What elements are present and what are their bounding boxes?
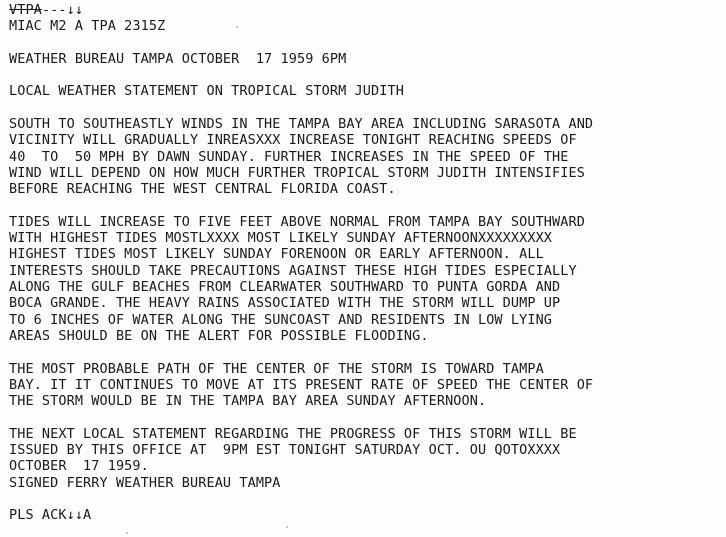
bureau-date-line: WEATHER BUREAU TAMPA OCTOBER 17 1959 6PM — [9, 50, 347, 67]
text-line: TIDES WILL INCREASE TO FIVE FEET ABOVE NORMAL FROM TAMPA BAY SOUTHWARD — [9, 213, 585, 230]
text-line: TO 6 INCHES OF WATER ALONG THE SUNCOAST AND RESIDENTS IN LOW LYING — [9, 311, 553, 328]
blank-line — [9, 198, 721, 214]
scan-speck — [126, 532, 128, 534]
statement-title: LOCAL WEATHER STATEMENT ON TROPICAL STORM JUDITH — [9, 83, 404, 100]
signature-line: SIGNED FERRY WEATHER BUREAU TAMPA — [9, 474, 281, 491]
text-line: VICINITY WILL GRADUALLY INREASXXX INCREASE TONIGHT REACHING SPEEDS OF — [9, 132, 577, 149]
routing-address-line: MIAC M2 A TPA 2315Z — [9, 18, 166, 35]
text-line: AREAS SHOULD BE ON THE ALERT FOR POSSIBLE FLOODING. — [9, 327, 429, 344]
struck-routing-code: VTPA — [9, 2, 42, 18]
paragraph-next-statement — [9, 426, 721, 491]
text-line: BEFORE REACHING THE WEST CENTRAL FLORIDA COAST. — [9, 181, 396, 198]
text-line: BAY. IT IT CONTINUES TO MOVE AT ITS PRESENT RATE OF SPEED THE CENTER OF — [9, 376, 594, 393]
text-line: THE NEXT LOCAL STATEMENT REGARDING THE PROGRESS OF THIS STORM WILL BE — [9, 425, 577, 442]
blank-line — [9, 67, 721, 83]
routing-header-line — [9, 2, 721, 18]
text-line: 40 TO 50 MPH BY DAWN SUNDAY. FURTHER INCREASES IN THE SPEED OF THE — [9, 148, 569, 165]
text-line: THE STORM WOULD BE IN THE TAMPA BAY AREA SUNDAY AFTERNOON. — [9, 393, 487, 410]
blank-line — [9, 100, 721, 116]
paragraph-tides — [9, 214, 721, 344]
acknowledge-request-line: PLS ACK↓↓A — [9, 507, 92, 524]
text-line: WITH HIGHEST TIDES MOSTLXXXX MOST LIKELY SUNDAY AFTERNOONXXXXXXXXX — [9, 230, 553, 247]
text-line: ALONG THE GULF BEACHES FROM CLEARWATER SOUTHWARD TO PUNTA GORDA AND — [9, 279, 561, 296]
blank-line — [9, 35, 721, 51]
text-line: THE MOST PROBABLE PATH OF THE CENTER OF THE STORM IS TOWARD TAMPA — [9, 360, 544, 377]
text-line: INTERESTS SHOULD TAKE PRECAUTIONS AGAINST THESE HIGH TIDES ESPECIALLY — [9, 262, 577, 279]
blank-line — [9, 344, 721, 360]
text-line: ISSUED BY THIS OFFICE AT 9PM EST TONIGHT SATURDAY OCT. OU QOTOXXXX — [9, 442, 561, 459]
blank-line — [9, 409, 721, 425]
paragraph-storm-path — [9, 361, 721, 410]
text-line: WIND WILL DEPEND ON HOW MUCH FURTHER TROPICAL STORM JUDITH INTENSIFIES — [9, 164, 585, 181]
text-line: HIGHEST TIDES MOST LIKELY SUNDAY FORENOON OR EARLY AFTERNOON. ALL — [9, 246, 544, 263]
paragraph-winds — [9, 116, 721, 197]
scan-speck — [286, 526, 288, 528]
teletype-message — [9, 2, 721, 524]
routing-code-rest: ---↓↓ — [41, 2, 84, 18]
blank-line — [9, 491, 721, 507]
text-line: BOCA GRANDE. THE HEAVY RAINS ASSOCIATED WITH THE STORM WILL DUMP UP — [9, 295, 561, 312]
text-line: SOUTH TO SOUTHEASTLY WINDS IN THE TAMPA BAY AREA INCLUDING SARASOTA AND — [9, 116, 594, 133]
text-line: OCTOBER 17 1959. — [9, 458, 149, 475]
